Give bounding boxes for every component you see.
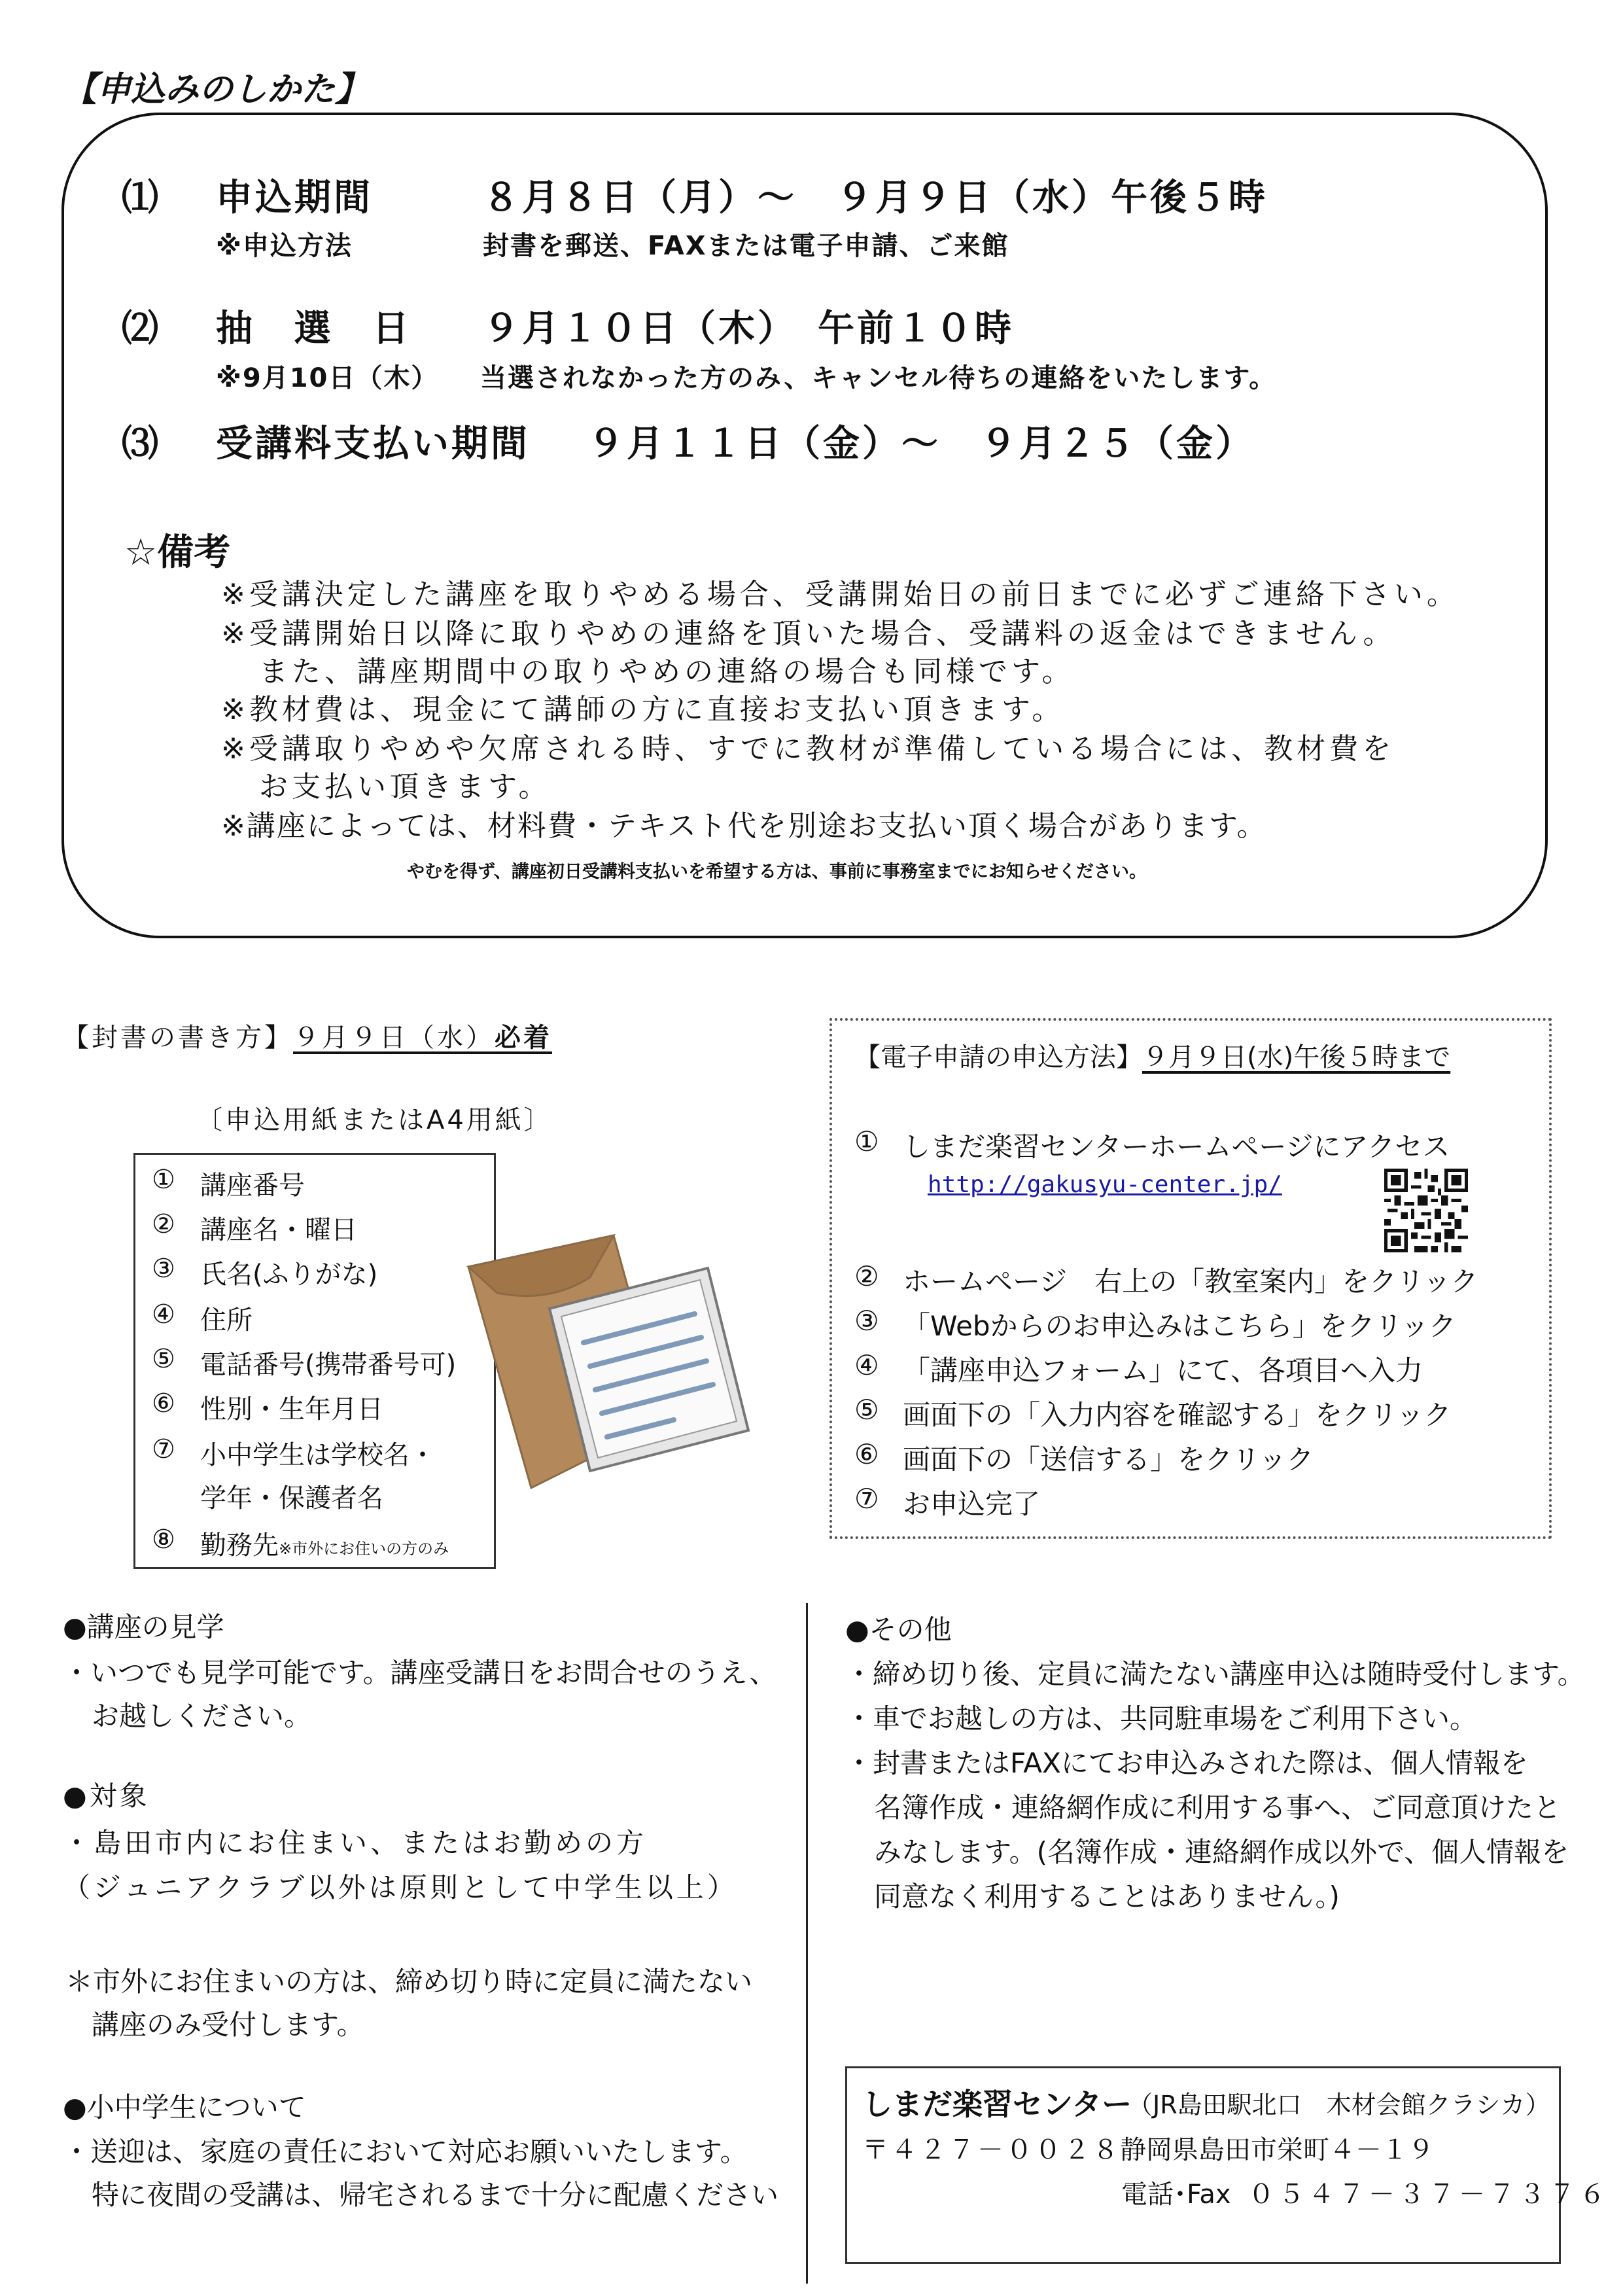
target-line-2: （ジュニアクラブ以外は原則として中学生以上）	[63, 1871, 738, 1903]
visit-line-2: お越しください。	[92, 1700, 312, 1732]
contact-phone-label: 電話･Fax	[1121, 2180, 1231, 2210]
contact-name: しまだ楽習センター	[862, 2087, 1132, 2122]
web-title-text: 【電子申請の申込方法】	[854, 1042, 1142, 1072]
form-item-2-num: ②	[152, 1209, 175, 1239]
method-label: ※申込方法	[216, 231, 353, 261]
contact-phone: ０５４７－３７－７３７６	[1248, 2180, 1609, 2210]
remark-5: ※講座によっては、材料費・テキスト代を別途お支払い頂く場合があります。	[221, 809, 1267, 843]
form-item-3-num: ③	[152, 1254, 175, 1284]
web-step-7: お申込完了	[903, 1488, 1041, 1520]
page-heading: 【申込みのしかた】	[63, 70, 370, 109]
form-item-4-num: ④	[152, 1299, 175, 1330]
form-item-5: 電話番号(携帯番号可)	[200, 1350, 457, 1380]
form-item-7-cont: 学年・保護者名	[200, 1483, 383, 1513]
web-title	[854, 1036, 1450, 1074]
step-1-value: ８月８日（月）～ ９月９日（水）午後５時	[483, 177, 1268, 219]
form-item-8-num: ⑧	[152, 1525, 175, 1555]
form-item-7-num: ⑦	[152, 1434, 175, 1464]
remark-4-cont: お支払い頂きます。	[259, 770, 551, 804]
other-line-6: 同意なく利用することはありません。)	[874, 1881, 1340, 1913]
students-title: ●小中学生について	[63, 2091, 306, 2123]
form-item-1: 講座番号	[200, 1171, 305, 1201]
remark-3: ※教材費は、現金にて講師の方に直接お支払い頂きます。	[221, 693, 1065, 726]
envelope-document-illustration	[451, 1230, 752, 1505]
visit-title: ●講座の見学	[63, 1611, 224, 1643]
web-step-2: ホームページ 右上の「教室案内」をクリック	[903, 1265, 1478, 1298]
other-line-4: 名簿作成・連絡網作成に利用する事へ、ご同意頂けたと	[874, 1792, 1562, 1824]
contact-location: （JR島田駅北口 木材会館クラシカ）	[1128, 2091, 1550, 2119]
web-step-1-num: ①	[854, 1125, 879, 1157]
web-step-6-num: ⑥	[854, 1438, 879, 1470]
contact-address: 静岡県島田市栄町４－１９	[1120, 2135, 1434, 2165]
qr-code-icon	[1384, 1169, 1468, 1252]
web-step-5: 画面下の「入力内容を確認する」をクリック	[903, 1399, 1452, 1431]
form-caption: 〔申込用紙またはA4用紙〕	[196, 1105, 553, 1135]
visit-line-1: ・いつでも見学可能です。講座受講日をお問合せのうえ、	[63, 1657, 777, 1689]
other-title: ●その他	[845, 1614, 952, 1646]
remarks-title: ☆備考	[124, 531, 231, 574]
web-step-3: 「Webからのお申込みはこちら」をクリック	[903, 1310, 1456, 1342]
envelope-title-text: 【封書の書き方】	[63, 1023, 293, 1053]
envelope-title	[63, 1017, 552, 1054]
lottery-note-label: ※9月10日（木）	[216, 363, 439, 393]
form-item-1-num: ①	[152, 1165, 175, 1195]
envelope-deadline: ９月９日（水）	[293, 1023, 495, 1053]
web-step-6: 画面下の「送信する」をクリック	[903, 1443, 1314, 1475]
column-divider	[806, 1603, 808, 2284]
web-step-4: 「講座申込フォーム」にて、各項目へ入力	[903, 1354, 1423, 1386]
form-item-5-num: ⑤	[152, 1344, 175, 1374]
other-line-1: ・締め切り後、定員に満たない講座申込は随時受付します。	[845, 1658, 1585, 1690]
other-line-2: ・車でお越しの方は、共同駐車場をご利用下さい。	[845, 1703, 1478, 1735]
web-step-4-num: ④	[854, 1349, 879, 1381]
form-item-2: 講座名・曜日	[200, 1215, 357, 1245]
contact-postal: 〒４２７－００２８	[862, 2135, 1121, 2165]
step-2-label: 抽 選 日	[216, 308, 423, 350]
center-url-link[interactable]: http://gakusyu-center.jp/	[928, 1171, 1282, 1198]
other-line-3: ・封書またはFAXにてお申込みされた際は、個人情報を	[845, 1747, 1528, 1779]
outside-line-2: 講座のみ受付します。	[92, 2009, 364, 2041]
web-step-3-num: ③	[854, 1305, 879, 1337]
web-step-5-num: ⑤	[854, 1394, 879, 1426]
web-step-1: しまだ楽習センターホームページにアクセス	[903, 1131, 1450, 1163]
method-value: 封書を郵送、FAXまたは電子申請、ご来館	[483, 231, 1009, 261]
step-2-value: ９月１０日（木） 午前１０時	[483, 308, 1014, 350]
remark-1: ※受講決定した講座を取りやめる場合、受講開始日の前日までに必ずご連絡下さい。	[221, 578, 1459, 611]
outside-line-1: ＊市外にお住まいの方は、締め切り時に定員に満たない	[65, 1966, 753, 1998]
step-2-number: ⑵	[122, 308, 161, 350]
form-item-8-text: 勤務先	[200, 1530, 279, 1561]
lottery-note-value: 当選されなかった方のみ、キャンセル待ちの連絡をいたします。	[480, 363, 1277, 393]
step-3-label: 受講料支払い期間	[216, 423, 530, 465]
remark-2: ※受講開始日以降に取りやめの連絡を頂いた場合、受講料の返金はできません。	[221, 617, 1396, 650]
step-1-number: ⑴	[122, 177, 161, 219]
form-item-4: 住所	[200, 1305, 253, 1335]
form-item-3: 氏名(ふりがな)	[200, 1260, 378, 1290]
students-line-1: ・送迎は、家庭の責任において対応お願いいたします。	[63, 2136, 748, 2168]
students-line-2: 特に夜間の受講は、帰宅されるまで十分に配慮ください	[92, 2179, 779, 2211]
remark-small: やむを得ず、講座初日受講料支払いを希望する方は、事前に事務室までにお知らせください。	[407, 862, 1147, 882]
remark-4: ※受講取りやめや欠席される時、すでに教材が準備している場合には、教材費を	[221, 732, 1395, 766]
envelope-deadline-suffix: 必着	[495, 1023, 552, 1053]
step-1-label: 申込期間	[216, 177, 373, 219]
web-step-2-num: ②	[854, 1260, 879, 1292]
form-item-6: 性別・生年月日	[200, 1394, 383, 1424]
web-deadline: ９月９日(水)午後５時まで	[1142, 1042, 1451, 1072]
remark-2-cont: また、講座期間中の取りやめの連絡の場合も同様です。	[259, 655, 1075, 688]
target-line-1: ・島田市内にお住まい、またはお勤めの方	[63, 1827, 648, 1859]
form-item-7: 小中学生は学校名・	[200, 1440, 436, 1470]
form-item-8	[200, 1525, 449, 1562]
web-step-7-num: ⑦	[854, 1483, 879, 1515]
step-3-number: ⑶	[122, 423, 161, 465]
step-3-value: ９月１１日（金）～ ９月２５（金）	[587, 423, 1255, 465]
form-item-6-num: ⑥	[152, 1388, 175, 1419]
target-title: ●対象	[63, 1780, 150, 1812]
other-line-5: みなします。(名簿作成・連絡網作成以外で、個人情報を	[874, 1836, 1569, 1868]
form-item-8-small: ※市外にお住いの方のみ	[279, 1540, 449, 1558]
